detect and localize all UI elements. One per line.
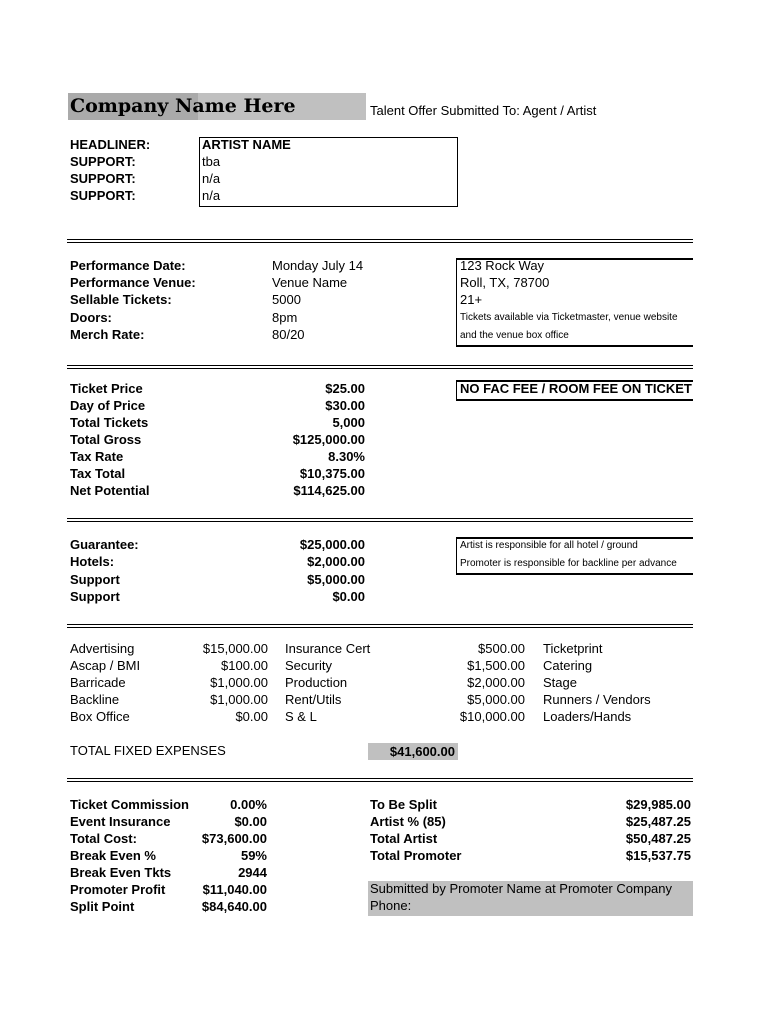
divider-5 [67,778,693,782]
expense-label: Catering [543,658,593,673]
guarantee-note: Artist is responsible for all hotel / ground [460,540,638,551]
expense-value: $15,000.00 [202,641,268,656]
split-value: $50,487.25 [625,831,691,846]
summary-value: 59% [240,848,267,863]
expense-value: $2,000.00 [467,675,525,690]
headliner-name: ARTIST NAME [202,137,291,152]
summary-label: Ticket Commission [70,797,189,812]
submitted-by: Submitted by Promoter Name at Promoter Company [370,881,673,896]
ticket-label: Tax Total [70,466,126,481]
support-name: n/a [202,171,221,186]
expense-label: Barricade [70,675,126,690]
ticket-value: $10,375.00 [299,466,365,481]
expense-label: Ascap / BMI [70,658,141,673]
summary-label: Total Cost: [70,831,137,846]
performance-label: Merch Rate: [70,327,145,342]
split-value: $15,537.75 [625,848,691,863]
guarantee-label: Guarantee: [70,537,139,552]
expense-label: Runners / Vendors [543,692,651,707]
performance-value: 8pm [272,310,298,325]
guarantee-value: $5,000.00 [307,572,365,587]
ticket-label: Net Potential [70,483,150,498]
split-label: Total Artist [370,831,438,846]
summary-label: Split Point [70,899,135,914]
ticket-label: Total Tickets [70,415,149,430]
summary-value: $73,600.00 [201,831,267,846]
expense-label: Loaders/Hands [543,709,632,724]
expense-label: Insurance Cert [285,641,371,656]
expense-value: $0.00 [235,709,268,724]
lineup-label: HEADLINER: [70,137,151,152]
expense-label: Ticketprint [543,641,603,656]
divider-2 [67,365,693,369]
expense-value: $1,500.00 [467,658,525,673]
performance-label: Doors: [70,310,112,325]
expense-value: $500.00 [478,641,525,656]
performance-value: 80/20 [272,327,305,342]
split-label: To Be Split [370,797,437,812]
divider-4 [67,624,693,628]
expense-label: S & L [285,709,317,724]
ticket-value: $114,625.00 [293,483,365,498]
expense-label: Security [285,658,332,673]
summary-value: $0.00 [234,814,267,829]
ticket-availability-note: Tickets available via Ticketmaster, venue website [460,312,678,323]
offer-note: Talent Offer Submitted To: Agent / Artist [370,103,597,118]
ticket-value: $125,000.00 [292,432,365,447]
phone-label: Phone: [370,898,412,913]
address-line: 21+ [460,292,483,307]
divider-1 [67,239,693,243]
summary-value: $84,640.00 [201,899,267,914]
ticket-label: Total Gross [70,432,142,447]
summary-label: Break Even % [70,848,156,863]
split-value: $25,487.25 [625,814,691,829]
split-value: $29,985.00 [625,797,691,812]
performance-label: Performance Date: [70,258,186,273]
support-name: tba [202,154,221,169]
expense-value: $10,000.00 [459,709,525,724]
expense-value: $5,000.00 [467,692,525,707]
ticket-label: Ticket Price [70,381,143,396]
guarantee-value: $25,000.00 [299,537,365,552]
performance-value: Monday July 14 [272,258,364,273]
performance-label: Sellable Tickets: [70,292,172,307]
guarantee-value: $2,000.00 [307,554,365,569]
ticket-label: Day of Price [70,398,146,413]
summary-label: Break Even Tkts [70,865,172,880]
expense-label: Rent/Utils [285,692,342,707]
guarantee-value: $0.00 [332,589,365,604]
address-line: Roll, TX, 78700 [460,275,550,290]
lineup-label: SUPPORT: [70,171,136,186]
address-line: 123 Rock Way [460,258,545,273]
divider-3 [67,518,693,522]
expense-value: $1,000.00 [210,675,268,690]
performance-label: Performance Venue: [70,275,196,290]
expense-label: Stage [543,675,577,690]
ticket-value: 5,000 [332,415,365,430]
guarantee-label: Hotels: [70,554,115,569]
summary-value: 2944 [238,865,267,880]
summary-label: Promoter Profit [70,882,166,897]
expense-label: Box Office [70,709,130,724]
lineup-box [199,137,458,207]
total-fixed-expenses-label: TOTAL FIXED EXPENSES [70,743,226,758]
company-name: Company Name Here [70,95,296,117]
ticket-value: $30.00 [325,398,365,413]
performance-value: Venue Name [272,275,348,290]
performance-value: 5000 [272,292,301,307]
guarantee-label: Support [70,589,120,604]
fee-note: NO FAC FEE / ROOM FEE ON TICKET [460,381,692,396]
guarantee-label: Support [70,572,120,587]
ticket-value: 8.30% [328,449,365,464]
lineup-label: SUPPORT: [70,154,136,169]
summary-label: Event Insurance [70,814,171,829]
expense-value: $100.00 [221,658,268,673]
expense-label: Advertising [70,641,135,656]
lineup-label: SUPPORT: [70,188,136,203]
ticket-value: $25.00 [325,381,365,396]
expense-label: Production [285,675,348,690]
total-fixed-expenses-value: $41,600.00 [389,744,455,759]
ticket-availability-note: and the venue box office [460,330,569,341]
split-label: Total Promoter [370,848,462,863]
ticket-label: Tax Rate [70,449,124,464]
expense-label: Backline [70,692,120,707]
expense-value: $1,000.00 [210,692,268,707]
summary-value: 0.00% [230,797,267,812]
support-name: n/a [202,188,221,203]
split-label: Artist % (85) [370,814,446,829]
summary-value: $11,040.00 [202,882,267,897]
guarantee-note: Promoter is responsible for backline per advance [460,558,677,569]
